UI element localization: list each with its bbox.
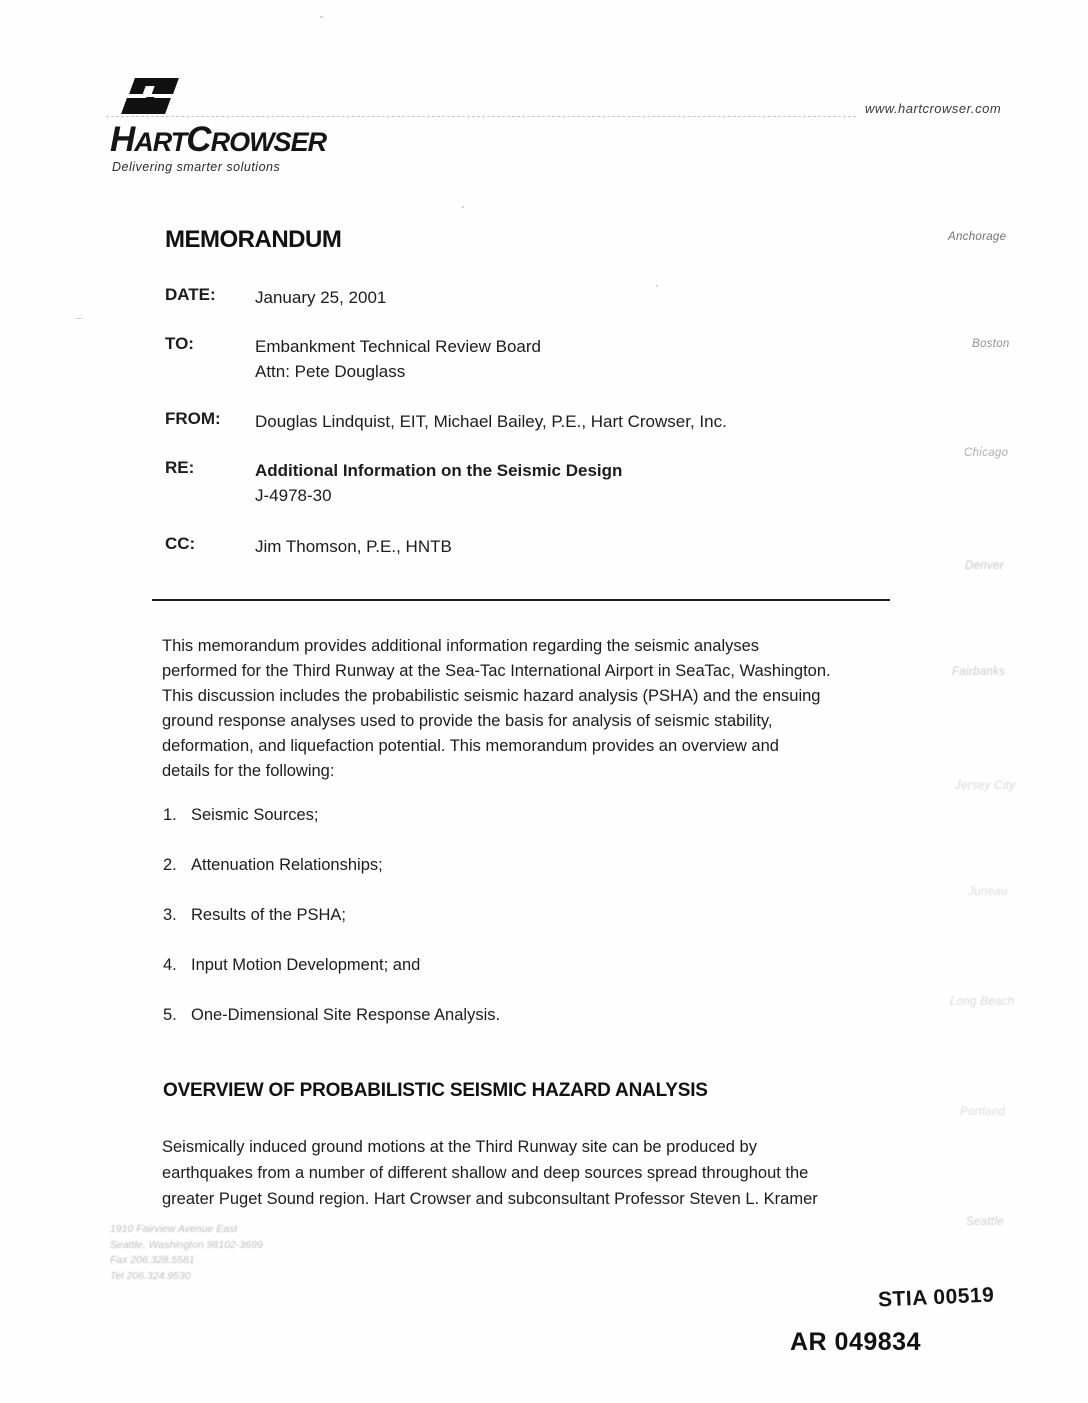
list-item xyxy=(163,1006,500,1025)
cc-label: CC: xyxy=(165,534,196,553)
paragraph-line: ground response analyses used to provide the basis for analysis of seismic stability, xyxy=(162,712,773,730)
scan-speck xyxy=(75,318,83,319)
to-value xyxy=(255,334,541,384)
list-item-number: 2. xyxy=(163,856,177,874)
from-label: FROM: xyxy=(165,409,221,428)
list-item-number: 1. xyxy=(163,806,177,824)
company-website: www.hartcrowser.com xyxy=(865,101,1002,116)
wordmark-letters: ROWSER xyxy=(210,127,327,157)
overview-paragraph xyxy=(162,1134,907,1212)
cc-value: Jim Thomson, P.E., HNTB xyxy=(255,537,452,556)
company-tagline: Delivering smarter solutions xyxy=(112,160,281,174)
office-city: Juneau xyxy=(968,886,1008,898)
scan-speck xyxy=(656,285,658,287)
office-city: Portland xyxy=(960,1106,1006,1118)
office-address-block xyxy=(110,1222,263,1284)
scan-artifact-line xyxy=(106,116,856,117)
list-item-text: One-Dimensional Site Response Analysis. xyxy=(191,1006,501,1024)
list-item-number: 4. xyxy=(163,956,177,974)
address-line: 1910 Fairview Avenue East xyxy=(110,1223,238,1235)
memo-title: MEMORANDUM xyxy=(165,226,342,253)
list-item xyxy=(163,906,346,925)
re-subject: Additional Information on the Seismic Design xyxy=(255,461,623,480)
address-line: Tel 206.324.9530 xyxy=(110,1269,191,1282)
office-city: Chicago xyxy=(964,447,1009,459)
office-city: Boston xyxy=(972,338,1010,350)
to-recipient: Embankment Technical Review Board xyxy=(255,337,541,356)
list-item xyxy=(163,956,420,975)
address-line: Fax 206.328.5581 xyxy=(110,1254,195,1266)
paragraph-line: greater Puget Sound region. Hart Crowser and subconsultant Professor Steven L. Kramer xyxy=(162,1190,818,1208)
list-item-text: Results of the PSHA; xyxy=(191,906,346,924)
re-job-number: J-4978-30 xyxy=(255,486,332,505)
list-item xyxy=(163,806,318,825)
paragraph-line: deformation, and liquefaction potential. This memorandum provides an overview and xyxy=(162,737,779,755)
date-value: January 25, 2001 xyxy=(255,288,387,307)
horizontal-divider xyxy=(152,599,890,601)
company-wordmark xyxy=(110,120,326,160)
section-heading-overview: OVERVIEW OF PROBABILISTIC SEISMIC HAZARD ANALYSIS xyxy=(163,1080,708,1101)
address-line: Seattle, Washington 98102-3699 xyxy=(110,1238,263,1251)
re-label: RE: xyxy=(165,458,195,477)
paragraph-line: This memorandum provides additional information regarding the seismic analyses xyxy=(162,637,760,655)
wordmark-letter: H xyxy=(110,120,135,159)
paragraph-line: This discussion includes the probabilistic seismic hazard analysis (PSHA) and the ensuing xyxy=(162,687,821,705)
paragraph-line: performed for the Third Runway at the Sea-Tac International Airport in SeaTac, Washington. xyxy=(162,662,831,680)
office-city: Seattle xyxy=(966,1216,1004,1228)
intro-paragraph xyxy=(162,634,907,784)
stia-document-stamp: STIA 00519 xyxy=(877,1283,995,1312)
to-label: TO: xyxy=(165,334,194,353)
paragraph-line: details for the following: xyxy=(162,762,335,780)
office-city: Jersey City xyxy=(955,780,1016,792)
hartcrowser-logo-icon xyxy=(118,78,182,120)
paragraph-line: Seismically induced ground motions at the Third Runway site can be produced by xyxy=(162,1138,757,1156)
list-item-number: 3. xyxy=(163,906,177,924)
list-item-number: 5. xyxy=(163,1006,177,1024)
office-city: Anchorage xyxy=(948,231,1007,243)
paragraph-line: earthquakes from a number of different shallow and deep sources spread throughout the xyxy=(162,1164,809,1182)
list-item xyxy=(163,856,383,875)
wordmark-letters: ART xyxy=(134,127,187,157)
wordmark-letter: C xyxy=(186,120,211,159)
re-value xyxy=(255,458,622,508)
list-item-text: Attenuation Relationships; xyxy=(191,856,383,874)
scan-speck xyxy=(462,206,464,208)
office-city: Denver xyxy=(965,560,1004,572)
list-item-text: Seismic Sources; xyxy=(191,806,319,824)
scan-speck xyxy=(320,16,323,18)
from-value: Douglas Lindquist, EIT, Michael Bailey, P.E., Hart Crowser, Inc. xyxy=(255,412,727,431)
to-attn: Attn: Pete Douglass xyxy=(255,362,406,381)
office-city: Fairbanks xyxy=(952,666,1006,678)
date-label: DATE: xyxy=(165,285,216,304)
ar-document-stamp: AR 049834 xyxy=(790,1328,921,1356)
office-city: Long Beach xyxy=(950,996,1015,1008)
list-item-text: Input Motion Development; and xyxy=(191,956,421,974)
